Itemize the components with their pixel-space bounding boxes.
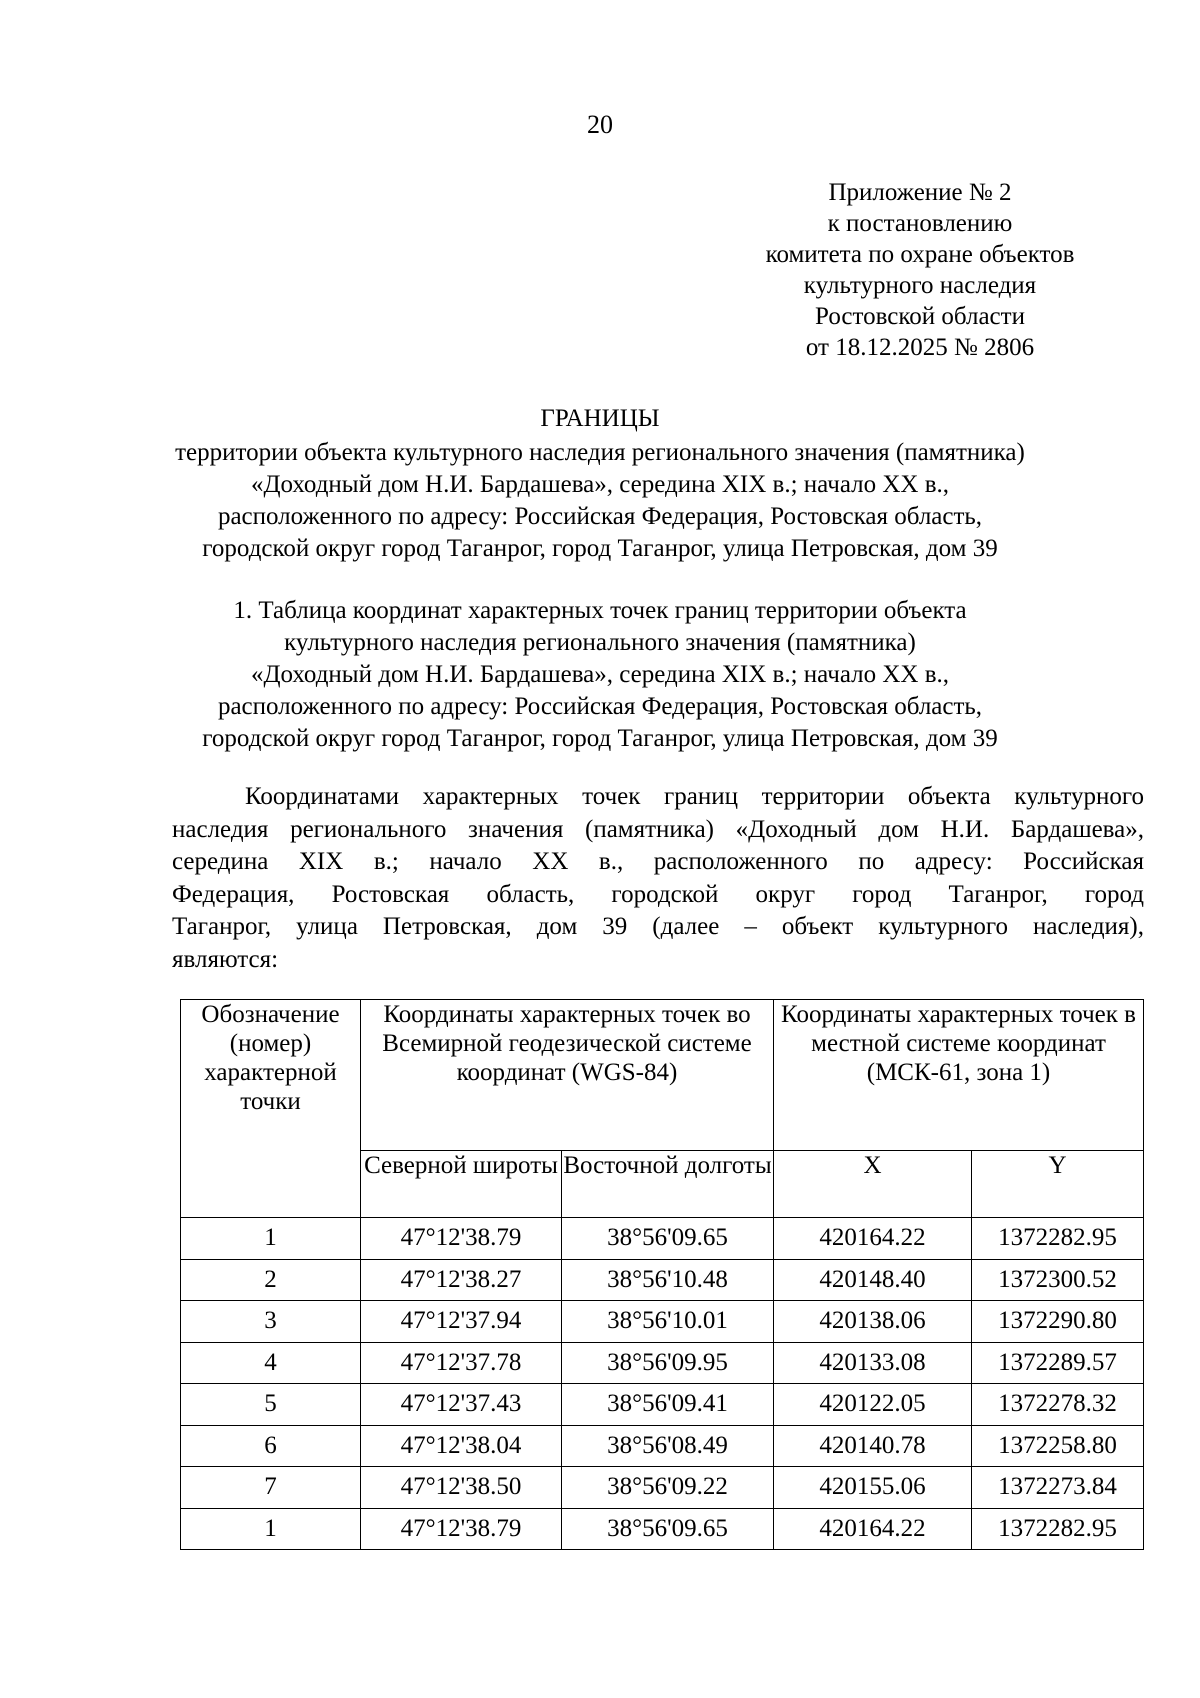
cell-longitude: 38°56'09.41	[562, 1384, 774, 1426]
document-title: ГРАНИЦЫ	[540, 405, 660, 432]
subtitle-line: расположенного по адресу: Российская Федерация, Ростовская область,	[217, 503, 983, 530]
intro-line: Федерация, Ростовская область, городской округ город Таганрог, город	[172, 880, 1144, 908]
cell-longitude: 38°56'09.95	[562, 1342, 774, 1384]
header-wgs: Координаты характерных точек во Всемирной геодезической системе координат (WGS-84)	[361, 1000, 774, 1151]
intro-line: середина XIX в.; начало XX в., расположенного по адресу: Российская	[172, 848, 1144, 875]
appendix-line: Приложение № 2	[828, 179, 1012, 206]
subtitle-line: территории объекта культурного наследия регионального значения (памятника)	[175, 439, 1025, 466]
table-row	[181, 1301, 1144, 1343]
cell-point: 6	[181, 1425, 361, 1467]
cell-x: 420164.22	[774, 1218, 972, 1260]
cell-point: 1	[181, 1218, 361, 1260]
cell-latitude: 47°12'37.43	[361, 1384, 562, 1426]
table-row	[181, 1342, 1144, 1384]
subtitle-line: городской округ город Таганрог, город Таганрог, улица Петровская, дом 39	[202, 535, 998, 562]
table-row	[181, 1467, 1144, 1509]
cell-y: 1372300.52	[972, 1259, 1144, 1301]
section-heading-line: 1. Таблица координат характерных точек границ территории объекта	[233, 597, 967, 624]
appendix-line: к постановлению	[827, 210, 1013, 237]
appendix-line: от 18.12.2025 № 2806	[805, 334, 1035, 361]
section-heading-line: культурного наследия регионального значения (памятника)	[284, 629, 916, 656]
appendix-line: культурного наследия	[803, 272, 1037, 299]
coordinates-table	[180, 999, 1144, 1550]
cell-point: 7	[181, 1467, 361, 1509]
appendix-block	[740, 177, 1100, 363]
appendix-line: Ростовской области	[815, 303, 1025, 330]
cell-y: 1372273.84	[972, 1467, 1144, 1509]
section-heading-line: «Доходный дом Н.И. Бардашева», середина XIX в.; начало XX в.,	[250, 661, 950, 688]
cell-latitude: 47°12'37.78	[361, 1342, 562, 1384]
header-latitude: Северной широты	[361, 1151, 562, 1218]
cell-latitude: 47°12'37.94	[361, 1301, 562, 1343]
page-number: 20	[587, 110, 613, 139]
table-row	[181, 1259, 1144, 1301]
cell-x: 420155.06	[774, 1467, 972, 1509]
cell-point: 5	[181, 1384, 361, 1426]
cell-x: 420138.06	[774, 1301, 972, 1343]
intro-line: являются:	[172, 945, 279, 973]
cell-y: 1372258.80	[972, 1425, 1144, 1467]
cell-longitude: 38°56'10.01	[562, 1301, 774, 1343]
cell-y: 1372282.95	[972, 1218, 1144, 1260]
cell-y: 1372282.95	[972, 1508, 1144, 1550]
section-heading-line: городской округ город Таганрог, город Таганрог, улица Петровская, дом 39	[202, 725, 998, 752]
header-longitude: Восточной долготы	[562, 1151, 774, 1218]
table-row	[181, 1218, 1144, 1260]
intro-line: Координатами характерных точек границ территории объекта культурного	[245, 783, 1144, 810]
cell-y: 1372278.32	[972, 1384, 1144, 1426]
cell-y: 1372290.80	[972, 1301, 1144, 1343]
cell-point: 1	[181, 1508, 361, 1550]
cell-point: 3	[181, 1301, 361, 1343]
cell-point: 2	[181, 1259, 361, 1301]
cell-point: 4	[181, 1342, 361, 1384]
document-subtitle	[130, 437, 1070, 565]
cell-latitude: 47°12'38.79	[361, 1218, 562, 1260]
section-heading	[130, 595, 1070, 755]
cell-longitude: 38°56'09.65	[562, 1508, 774, 1550]
cell-y: 1372289.57	[972, 1342, 1144, 1384]
table-row	[181, 1384, 1144, 1426]
cell-x: 420148.40	[774, 1259, 972, 1301]
cell-longitude: 38°56'08.49	[562, 1425, 774, 1467]
cell-latitude: 47°12'38.79	[361, 1508, 562, 1550]
intro-line: наследия регионального значения (памятника) «Доходный дом Н.И. Бардашева»,	[172, 815, 1144, 843]
subtitle-line: «Доходный дом Н.И. Бардашева», середина XIX в.; начало XX в.,	[250, 471, 950, 498]
cell-x: 420140.78	[774, 1425, 972, 1467]
appendix-line: комитета по охране объектов	[765, 241, 1075, 268]
cell-x: 420122.05	[774, 1384, 972, 1426]
cell-latitude: 47°12'38.50	[361, 1467, 562, 1509]
cell-x: 420133.08	[774, 1342, 972, 1384]
cell-latitude: 47°12'38.27	[361, 1259, 562, 1301]
table-row	[181, 1425, 1144, 1467]
cell-longitude: 38°56'09.22	[562, 1467, 774, 1509]
header-msk: Координаты характерных точек в местной системе координат (МСК-61, зона 1)	[774, 1000, 1144, 1151]
header-point: Обозначение (номер) характерной точки	[181, 1000, 361, 1218]
cell-x: 420164.22	[774, 1508, 972, 1550]
intro-line: Таганрог, улица Петровская, дом 39 (далее – объект культурного наследия),	[172, 913, 1144, 940]
header-y: Y	[972, 1151, 1144, 1218]
table-row	[181, 1508, 1144, 1550]
header-x: X	[774, 1151, 972, 1218]
cell-longitude: 38°56'09.65	[562, 1218, 774, 1260]
intro-paragraph	[172, 781, 1144, 976]
section-heading-line: расположенного по адресу: Российская Федерация, Ростовская область,	[217, 693, 983, 720]
cell-latitude: 47°12'38.04	[361, 1425, 562, 1467]
cell-longitude: 38°56'10.48	[562, 1259, 774, 1301]
